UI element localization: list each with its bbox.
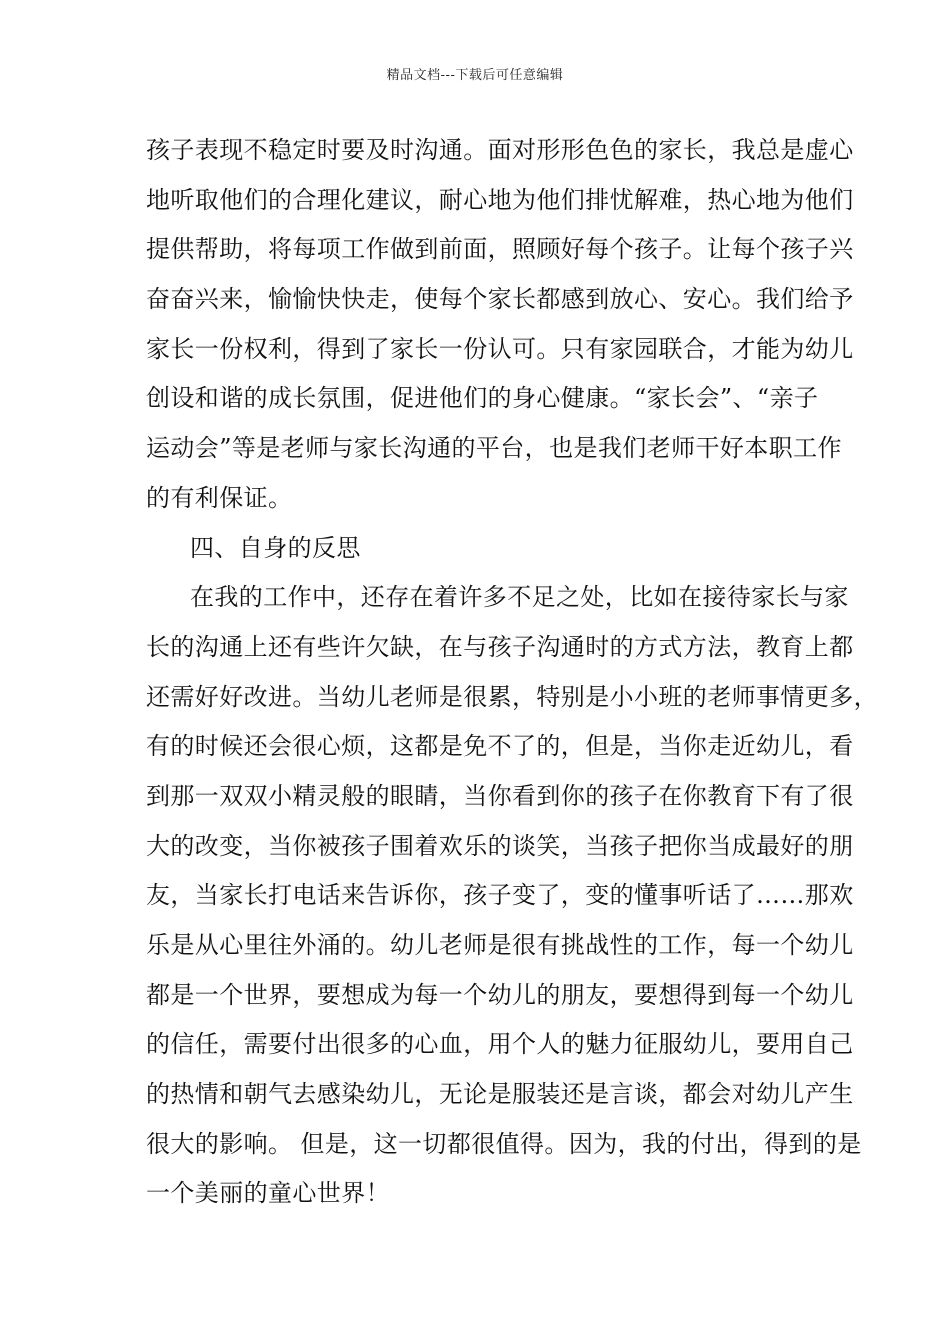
paragraph-line: 家长一份权利，得到了家长一份认可。只有家园联合，才能为幼儿 [146,334,854,363]
paragraph-line: 地听取他们的合理化建议，耐心地为他们排忧解难，热心地为他们 [146,185,854,214]
paragraph-line: 孩子表现不稳定时要及时沟通。面对形形色色的家长，我总是虚心 [146,136,854,164]
paragraph-line: 很大的影响。 但是，这一切都很值得。因为，我的付出，得到的是 [146,1129,862,1158]
document-body [146,126,878,1219]
paragraph-line: 在我的工作中，还存在着许多不足之处，比如在接待家长与家 [190,583,849,612]
paragraph-line: 友，当家长打电话来告诉你，孩子变了，变的懂事听话了……那欢 [146,881,854,910]
paragraph-line: 长的沟通上还有些许欠缺，在与孩子沟通时的方式方法，教育上都 [146,632,854,661]
paragraph-line: 创设和谐的成长氛围，促进他们的身心健康。“家长会”、“亲子 [146,384,819,413]
paragraph-line: 的热情和朝气去感染幼儿，无论是服装还是言谈，都会对幼儿产生 [146,1080,854,1109]
paragraph-line: 的有利保证。 [146,483,293,512]
paragraph-line: 还需好好改进。当幼儿老师是很累，特别是小小班的老师事情更多， [146,682,878,711]
paragraph-line: 到那一双双小精灵般的眼睛，当你看到你的孩子在你教育下有了很 [146,781,854,810]
paragraph-line: 乐是从心里往外涌的。幼儿老师是很有挑战性的工作，每一个幼儿 [146,931,854,959]
paragraph-line: 提供帮助，将每项工作做到前面，照顾好每个孩子。让每个孩子兴 [146,235,854,264]
paragraph-line: 运动会”等是老师与家长沟通的平台，也是我们老师干好本职工作 [146,434,842,463]
paragraph-line: 有的时候还会很心烦，这都是免不了的，但是，当你走近幼儿，看 [146,732,854,761]
paragraph-line: 奋奋兴来，愉愉快快走，使每个家长都感到放心、安心。我们给予 [146,285,854,314]
paragraph-line: 的信任，需要付出很多的心血，用个人的魅力征服幼儿，要用自己 [146,1030,854,1059]
paragraph-line: 大的改变，当你被孩子围着欢乐的谈笑，当孩子把你当成最好的朋 [146,831,854,860]
paragraph-line: 一个美丽的童心世界！ [146,1179,390,1208]
paragraph-line: 都是一个世界，要想成为每一个幼儿的朋友，要想得到每一个幼儿 [146,980,854,1009]
page-header: 精品文档---下载后可任意编辑 [386,68,564,83]
section-heading: 四、自身的反思 [190,533,361,562]
